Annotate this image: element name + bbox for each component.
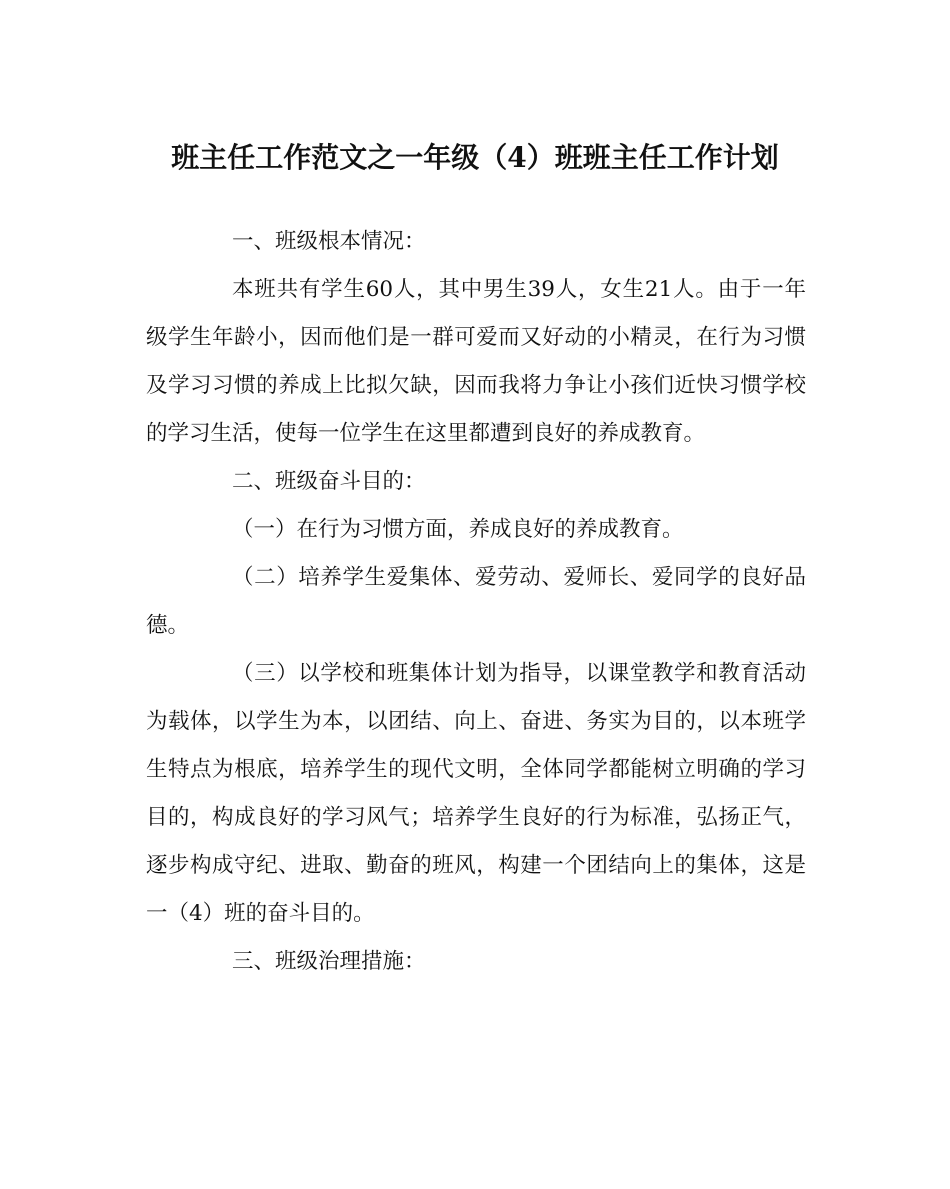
section-heading-goals: 二、班级奋斗目的： (232, 469, 426, 494)
section-heading-basic-situation: 一、班级根本情况： (232, 229, 426, 254)
document-title: 班主任工作范文之一年级（4）班班主任工作计划 (171, 141, 779, 174)
goal-item-3: （三）以学校和班集体计划为指导，以课堂教学和教育活动为载体，以学生为本，以团结、向上、奋进、务实为目的，以本班学生特点为根底，培养学生的现代文明，全体同学都能树立明确的学习目的，构成良好的学习风气；培养学生良好的行为标准，弘扬正气，逐步构成守纪、进取、勤奋的班风，构建一个团结向上的集体，这是一（4）班的奋斗目的。 (146, 661, 806, 926)
goal-item-2: （二）培养学生爱集体、爱劳动、爱师长、爱同学的良好品德。 (146, 565, 806, 638)
document-body (146, 218, 806, 986)
paragraph-class-overview: 本班共有学生60人，其中男生39人，女生21人。由于一年级学生年龄小，因而他们是一群可爱而又好动的小精灵，在行为习惯及学习习惯的养成上比拟欠缺，因而我将力争让小孩们近快习惯学校的学习生活，使每一位学生在这里都遭到良好的养成教育。 (146, 277, 806, 446)
goal-item-1: （一）在行为习惯方面，养成良好的养成教育。 (232, 517, 684, 542)
section-heading-measures: 三、班级治理措施： (232, 949, 426, 974)
